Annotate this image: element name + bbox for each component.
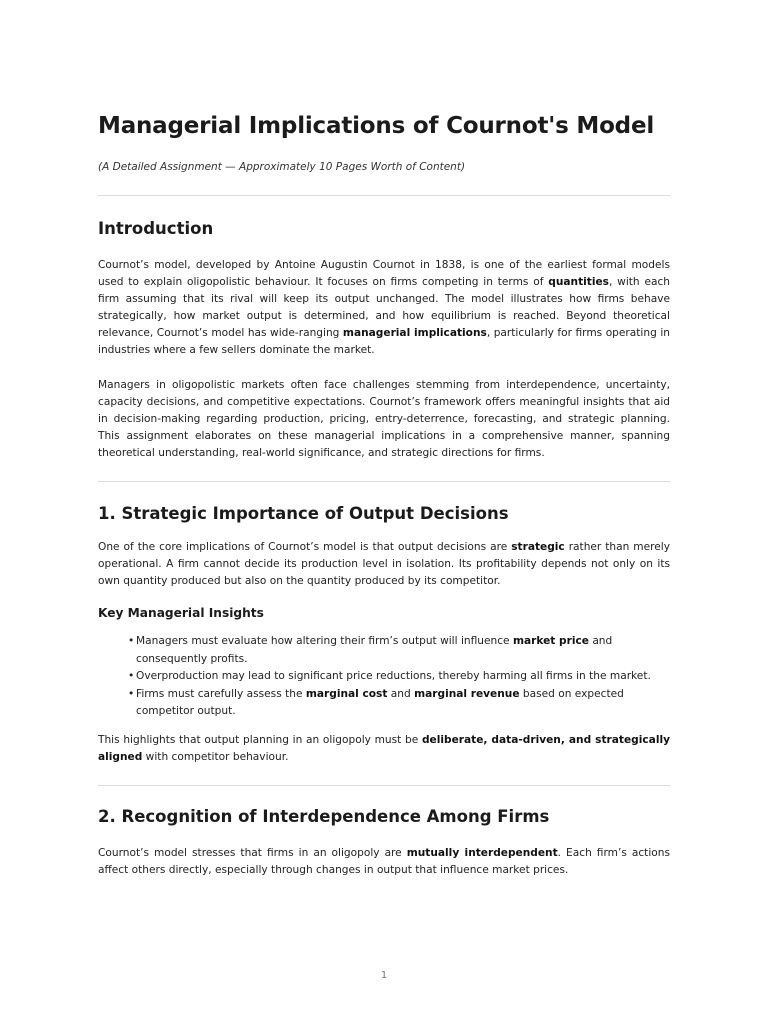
- list-item: • Overproduction may lead to significant price reductions, thereby harming all firms in the market.: [128, 668, 670, 686]
- section-heading-2: 2. Recognition of Interdependence Among Firms: [98, 806, 550, 826]
- insights-list: [98, 633, 670, 721]
- intro-paragraph-1: Cournot’s model, developed by Antoine Augustin Cournot in 1838, is one of the earliest formal models used to explain oligopolistic behaviour. It focuses on firms competing in terms of quantities, with each firm assuming that its rival will keep its output unchanged. The model illustrates how firms behave strategically, how market output is determined, and how equilibrium is reached. Beyond theoretical relevance, Cournot’s model has wide-ranging managerial implications, particularly for firms operating in industries where a few sellers dominate the market.: [98, 259, 670, 356]
- page-number: 1: [380, 970, 388, 981]
- section2-paragraph-1: Cournot’s model stresses that firms in an oligopoly are mutually interdependent. Each firm’s actions affect others directly, especially through changes in output that influence market prices.: [98, 846, 670, 876]
- section1-paragraph-2: This highlights that output planning in an oligopoly must be deliberate, data-driven, and strategically aligned with competitor behaviour.: [98, 733, 670, 763]
- divider: [98, 785, 670, 786]
- divider: [98, 481, 670, 482]
- list-item: • Managers must evaluate how altering their firm’s output will influence market price and consequently profits.: [128, 633, 670, 668]
- list-item: • Firms must carefully assess the marginal cost and marginal revenue based on expected competitor output.: [128, 686, 670, 721]
- section-heading-1: 1. Strategic Importance of Output Decisions: [98, 504, 509, 523]
- section-heading-introduction: Introduction: [98, 219, 214, 238]
- page-subtitle: (A Detailed Assignment — Approximately 10 Pages Worth of Content): [98, 161, 466, 173]
- page-title: Managerial Implications of Cournot's Model: [98, 113, 655, 139]
- intro-paragraph-2: Managers in oligopolistic markets often face challenges stemming from interdependence, uncertainty, capacity decisions, and competitive expectations. Cournot’s framework offers meaningful insights that aid in decision-making regarding production, pricing, entry-deterrence, forecasting, and strategic planning. This assignment elaborates on these managerial implications in a comprehensive manner, spanning theoretical understanding, real-world significance, and strategic directions for firms.: [98, 379, 670, 459]
- document-body: [98, 110, 670, 879]
- section1-paragraph-1: One of the core implications of Cournot’s model is that output decisions are strategic rather than merely operational. A firm cannot decide its production level in isolation. Its profitability depends not only on its own quantity produced but also on the quantity produced by its competitor.: [98, 541, 670, 587]
- divider: [98, 195, 670, 196]
- subheading-key-insights: Key Managerial Insights: [98, 606, 264, 620]
